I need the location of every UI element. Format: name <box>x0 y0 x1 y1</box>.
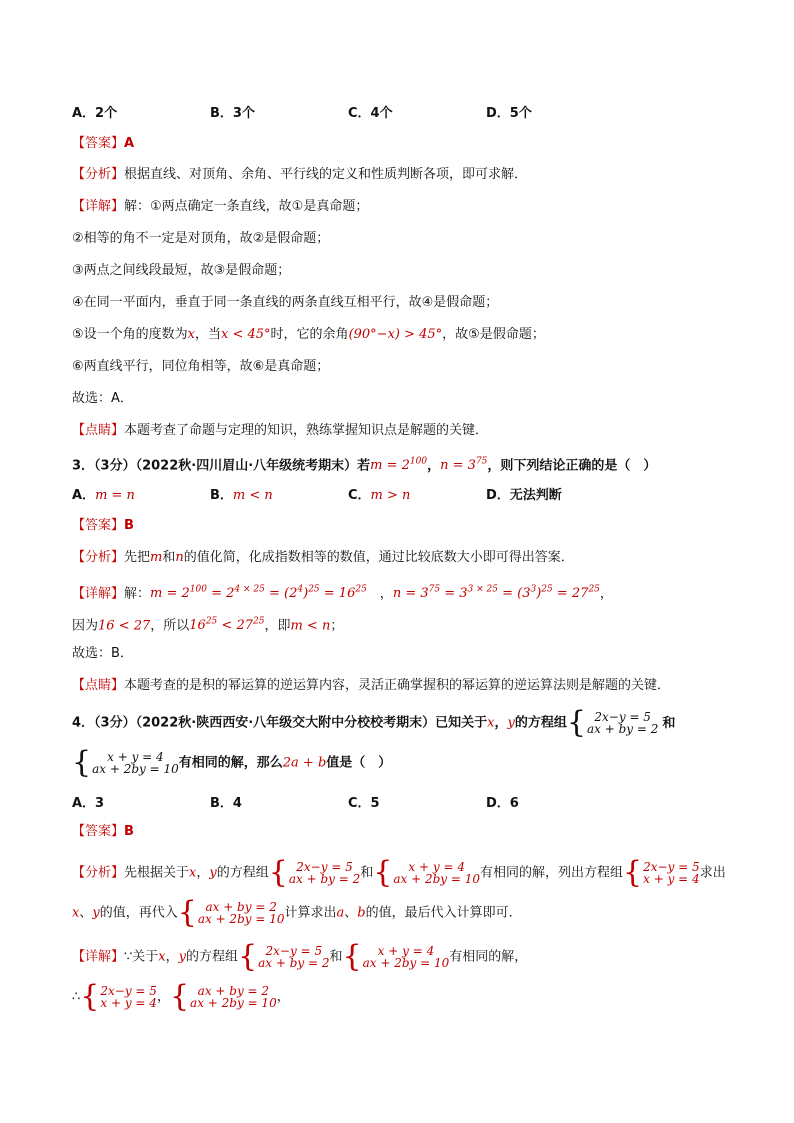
q4-option-a: A．3 <box>72 796 105 811</box>
q3-stem: 3．（3分）（2022秋·四川眉山·八年级统考期末）若$m = 2^{100}$，$n = 3^{75}$，则下列结论正确的是（ ） <box>72 457 657 474</box>
q4-option-c: C．5 <box>348 796 380 811</box>
q3-option-a: A．m = n <box>72 488 135 503</box>
q4-detail-system-1: 2x−y = 5 ax + by = 2 <box>258 944 330 970</box>
q4-analysis-system-4: ax + by = 2 ax + 2by = 10 <box>197 900 285 926</box>
q2-comment: 【点睛】本题考查了命题与定理的知识，熟练掌握知识点是解题的关键． <box>72 423 489 438</box>
q2-option-b: B．3个 <box>210 106 255 121</box>
q3-choose: 故选：B． <box>72 646 133 661</box>
q4-detail-system-3: 2x−y = 5 x + y = 4 <box>100 984 157 1010</box>
q4-detail-system-2: x + y = 4 ax + 2by = 10 <box>362 944 450 970</box>
q2-option-d: D．5个 <box>486 106 532 121</box>
q2-analysis: 【分析】根据直线、对顶角、余角、平行线的定义和性质判断各项，即可求解． <box>72 167 528 182</box>
q3-comment: 【点睛】本题考查的是积的幂运算的逆运算内容，灵活正确掌握积的幂运算的逆运算法则是解题的关键． <box>72 678 671 693</box>
q2-choose: 故选：A． <box>72 391 133 406</box>
q4-stem-line-1: 4．（3分）（2022秋·陕西西安·八年级交大附中分校校考期末）已知关于x，y的方程组{ 2x−y = 5 ax + by = 2 和 <box>72 705 676 740</box>
q4-stem-line-2: { x + y = 4 ax + 2by = 10 有相同的解，那么2a + b值是（ ） <box>72 745 392 780</box>
q4-analysis-system-1: 2x−y = 5 ax + by = 2 <box>288 860 361 886</box>
q3-because: 因为16 < 27，所以$16^{25} < 27^{25}$，即m < n； <box>72 617 344 634</box>
q4-analysis-system-3: 2x−y = 5 x + y = 4 <box>643 860 700 886</box>
q4-answer: 【答案】B <box>72 824 134 839</box>
q3-option-b: B．m < n <box>210 488 273 503</box>
q2-detail-3: ③两点之间线段最短，故③是假命题； <box>72 263 291 278</box>
q4-option-d: D．6 <box>486 796 519 811</box>
q4-analysis-line-1: 【分析】先根据关于x，y的方程组{ 2x−y = 5 ax + by = 2 和{ x + y = 4 ax + 2by = 10 有相同的解，列出方程组{ 2x−y = 5 x + y = 4 求出 <box>72 855 726 890</box>
q4-detail-line-1: 【详解】∵关于x，y的方程组{ 2x−y = 5 ax + by = 2 和{ x + y = 4 ax + 2by = 10 有相同的解， <box>72 939 528 974</box>
q2-answer: 【答案】A <box>72 136 135 151</box>
q2-detail-6: ⑥两直线平行，同位角相等，故⑥是真命题； <box>72 359 330 374</box>
q3-detail: 【详解】解：$m = 2^{100} = 2^{4 \times 25} = (2^4)^{25} = 16^{25}$ ，$n = 3^{75} = 3^{3 \times 25} = (3^3)^{25} = 27^{25}$， <box>72 585 613 602</box>
q3-answer: 【答案】B <box>72 518 134 533</box>
q3-option-c: C．m > n <box>348 488 411 503</box>
q3-option-d: D．无法判断 <box>486 488 562 503</box>
q2-option-a: A．2个 <box>72 106 118 121</box>
q4-analysis-line-2: x、y的值，再代入{ ax + by = 2 ax + 2by = 10 计算求出a、b的值，最后代入计算即可． <box>72 895 522 930</box>
q2-detail-4: ④在同一平面内，垂直于同一条直线的两条直线互相平行，故④是假命题； <box>72 295 499 310</box>
q4-analysis-system-2: x + y = 4 ax + 2by = 10 <box>393 860 481 886</box>
q4-system-1: 2x−y = 5 ax + by = 2 <box>586 710 659 736</box>
q2-detail-1: 【详解】解：①两点确定一条直线，故①是真命题； <box>72 199 369 214</box>
q2-detail-2: ②相等的角不一定是对顶角，故②是假命题； <box>72 231 330 246</box>
q2-detail-5: ⑤设一个角的度数为x，当x < 45°时，它的余角(90°−x) > 45°，故⑤是假命题； <box>72 327 545 342</box>
q4-option-b: B．4 <box>210 796 242 811</box>
q3-analysis: 【分析】先把m和n的值化简，化成指数相等的数值，通过比较底数大小即可得出答案． <box>72 550 574 565</box>
q4-system-2: x + y = 4 ax + 2by = 10 <box>92 750 179 776</box>
q4-detail-system-4: ax + by = 2 ax + 2by = 10 <box>190 984 277 1010</box>
q2-option-c: C．4个 <box>348 106 393 121</box>
q4-detail-line-2: ∴{ 2x−y = 5 x + y = 4 ，{ ax + by = 2 ax + 2by = 10 ， <box>72 979 290 1014</box>
